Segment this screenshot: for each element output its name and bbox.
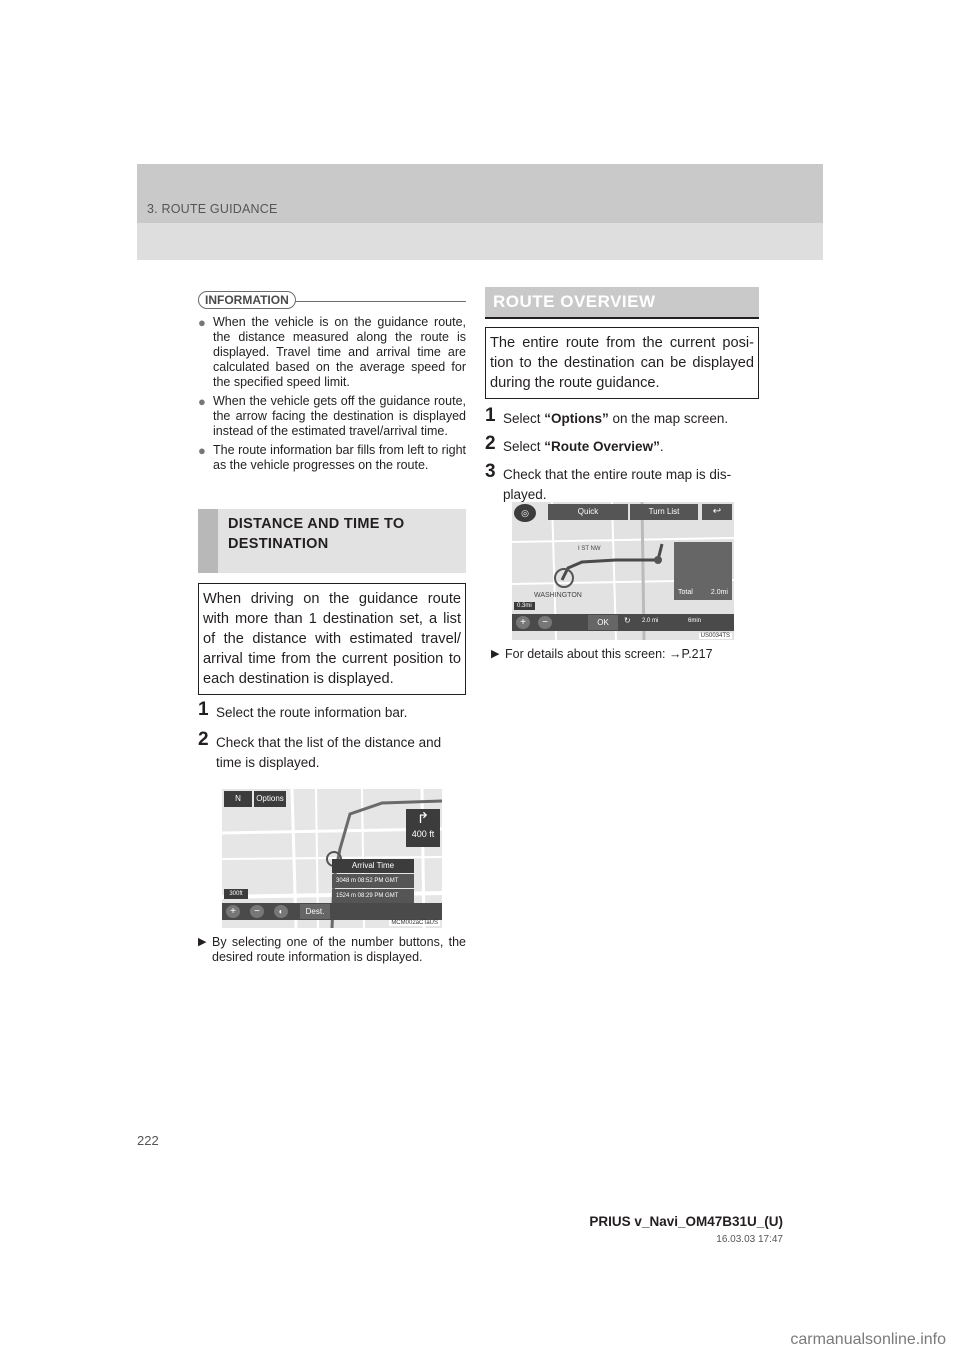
step-1: 1 Select the route information bar. [198, 699, 408, 720]
street-label: I ST NW [578, 546, 601, 552]
zoom-out-icon[interactable]: − [250, 905, 264, 918]
right-column [485, 287, 759, 505]
bullet-icon: ● [198, 394, 206, 409]
map-toolbar [222, 903, 442, 920]
overview-step-1: 1 Select “Options” on the map screen. [485, 405, 729, 426]
route-overview-map-screenshot [512, 502, 734, 640]
dest-button[interactable]: Dest. [300, 904, 330, 919]
heading-bar [198, 509, 218, 573]
scale-indicator: 300ft [224, 889, 248, 899]
overview-step-3: 3 Check that the entire route map is dis- played. [485, 461, 732, 502]
arrival-row-2[interactable]: 1524 m 08:29 PM GMT [332, 889, 414, 903]
route-overview-heading: ROUTE OVERVIEW [485, 287, 759, 319]
route-overview-intro-box: The entire route from the current posi- tion to the destination can be displayed during the route guidance. [485, 327, 759, 399]
overview-note: ▶ For details about this screen: →P.217 [491, 647, 713, 661]
reroute-icon[interactable]: ↻ [624, 616, 631, 625]
heading-line-1: DISTANCE AND TIME TO [228, 516, 405, 532]
overview-toolbar [512, 614, 734, 631]
image-code: MCM002aCTaUS [391, 920, 438, 926]
info-item: ● The route information bar fills from left to right as the vehicle progresses on the route. [198, 443, 466, 472]
scale-indicator: 0.3mi [514, 602, 535, 610]
back-icon[interactable]: ↩ [702, 504, 732, 520]
heading-line-2: DESTINATION [228, 536, 329, 552]
turn-list-button[interactable]: Turn List [630, 504, 698, 520]
turn-indicator: ↱ 400 ft [406, 809, 440, 847]
distance-section-heading [198, 509, 466, 573]
route-distance: 2.0 mi [642, 618, 659, 624]
compass-icon[interactable]: ◎ [514, 504, 536, 522]
options-button[interactable]: Options [254, 791, 286, 807]
arrival-time-map-screenshot [222, 789, 442, 928]
left-column [198, 291, 466, 773]
overview-step-2: 2 Select “Route Overview”. [485, 433, 664, 454]
step-2: 2 Check that the list of the distance and time is displayed. [198, 729, 442, 770]
image-code: US0034TS [700, 633, 730, 639]
distance-note: ▶ By selecting one of the number buttons, the desired route information is displayed. [198, 935, 466, 964]
triangle-bullet-icon: ▶ [198, 936, 207, 948]
city-label: WASHINGTON [534, 592, 582, 599]
quick-button[interactable]: Quick [548, 504, 628, 520]
manual-code: PRIUS v_Navi_OM47B31U_(U) [589, 1214, 783, 1229]
print-date: 16.03.03 17:47 [716, 1234, 783, 1245]
turn-arrow-icon: ↱ [416, 810, 430, 827]
arrival-time-header: Arrival Time [332, 859, 414, 873]
section-title: 3. ROUTE GUIDANCE [147, 202, 278, 216]
info-item: ● When the vehicle is on the guidance route, the distance measured along the route is displayed. Travel time and arrival time are calculated based on the average speed for the specified speed limit. [198, 315, 466, 389]
page-number: 222 [137, 1133, 159, 1148]
information-box [198, 291, 466, 309]
route-time: 6min [688, 618, 702, 624]
ok-button[interactable]: OK [588, 615, 618, 630]
map-mode-icon[interactable]: ◐ [274, 905, 288, 918]
zoom-in-icon[interactable]: + [226, 905, 240, 918]
triangle-bullet-icon: ▶ [491, 648, 500, 660]
zoom-in-icon[interactable]: + [516, 616, 530, 629]
bullet-icon: ● [198, 315, 206, 330]
north-button[interactable]: N [224, 791, 252, 807]
arrival-row-1[interactable]: 3048 m 08:52 PM GMT [332, 874, 414, 888]
info-item: ● When the vehicle gets off the guidance route, the arrow facing the destination is displayed instead of the estimated travel/arrival time. [198, 394, 466, 438]
bullet-icon: ● [198, 443, 206, 458]
zoom-out-icon[interactable]: − [538, 616, 552, 629]
distance-intro-box: When driving on the guidance route with more than 1 destination set, a list of the distance with estimated travel/ arrival time from the current position to each destination is displayed. [198, 583, 466, 695]
watermark: carmanualsonline.info [790, 1331, 946, 1348]
information-badge: INFORMATION [198, 291, 296, 309]
information-list [198, 315, 466, 473]
route-info-panel: Total 2.0mi [674, 542, 732, 600]
page-header [137, 164, 823, 260]
